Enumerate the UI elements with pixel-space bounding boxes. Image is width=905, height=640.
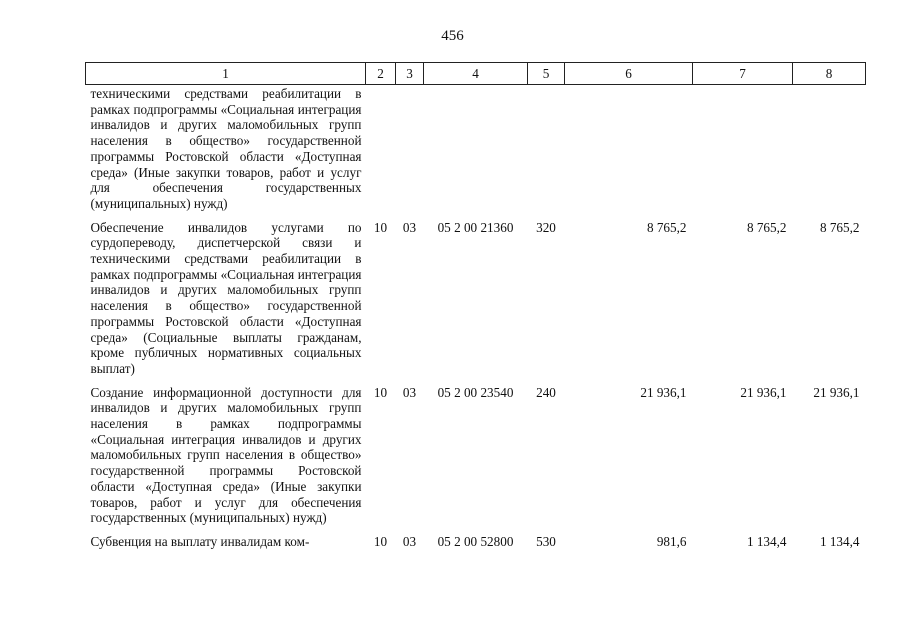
row-target-article [424,85,528,220]
row-subsection: 03 [402,384,417,400]
row-amount-col7: 21 936,1 [740,384,787,400]
row-amount-col7 [693,85,793,220]
column-header-3: 3 [396,63,424,85]
row-subsection: 03 [402,219,417,235]
row-section: 10 [373,219,388,235]
row-expense-type: 240 [536,384,556,400]
column-header-8: 8 [793,63,866,85]
row-amount-col8: 8 765,2 [819,219,860,235]
row-expense-type [528,85,565,220]
row-description: техническими средствами реабилитации в рамках подпрограммы «Социальная интеграция инвалидов и других маломобильных групп населения в общество» государственной программы Ростовской области «Доступная среда» (Иные закупки товаров, работ и услуг для обеспечения государственных (муниципальных) нужд) [90,86,362,211]
row-expense-type: 530 [536,533,556,549]
row-description: Создание информационной доступности для инвалидов и других маломобильных групп населения в рамках подпрограммы «Социальная интеграция инвалидов и других маломобильных групп населения в общество» государственной программы Ростовской области «Доступная среда» (Иные закупки товаров, работ и услуг для обеспечения государственных (муниципальных) нужд) [90,384,362,526]
row-description: Субвенция на выплату инвалидам ком- [90,533,310,549]
table-row [86,534,866,558]
row-section [366,85,396,220]
row-amount-col6: 981,6 [656,533,687,549]
row-description: Обеспечение инвалидов услугами по сурдопереводу, диспетчерской связи и техническими средствами реабилитации в рамках подпрограммы «Социальная интеграция инвалидов и других маломобильных групп населения в общество» государственной программы Ростовской области «Доступная среда» (Социальные выплаты гражданам, кроме публичных нормативных социальных выплат) [90,219,362,376]
row-amount-col7: 8 765,2 [746,219,787,235]
row-amount-col8: 21 936,1 [813,384,860,400]
table-header-row [86,63,866,85]
column-header-6: 6 [565,63,693,85]
column-header-1: 1 [86,63,366,85]
column-header-4: 4 [424,63,528,85]
table-row [86,220,866,385]
page-number: 456 [441,28,464,44]
row-amount-col8 [793,85,866,220]
row-amount-col6: 21 936,1 [640,384,687,400]
table-row [86,385,866,534]
row-target-article: 05 2 00 21360 [437,219,514,235]
row-amount-col8: 1 134,4 [819,533,860,549]
row-section: 10 [373,533,388,549]
row-amount-col6 [565,85,693,220]
row-subsection: 03 [402,533,417,549]
row-subsection [396,85,424,220]
table-row [86,85,866,220]
column-header-7: 7 [693,63,793,85]
row-amount-col7: 1 134,4 [746,533,787,549]
row-expense-type: 320 [536,219,556,235]
column-header-5: 5 [528,63,565,85]
budget-table [85,62,866,558]
row-target-article: 05 2 00 52800 [437,533,514,549]
row-target-article: 05 2 00 23540 [437,384,514,400]
row-section: 10 [373,384,388,400]
column-header-2: 2 [366,63,396,85]
row-amount-col6: 8 765,2 [646,219,687,235]
